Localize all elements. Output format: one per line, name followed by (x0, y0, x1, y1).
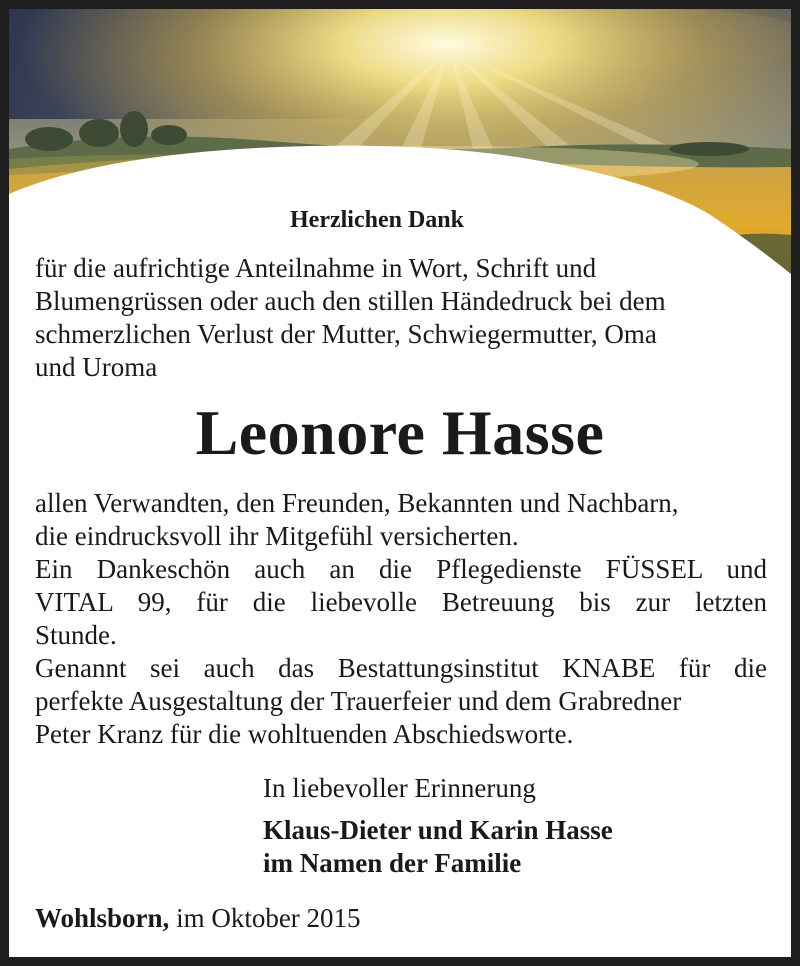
closing-phrase: In liebevoller Erinnerung (263, 773, 536, 803)
signature-line: Klaus-Dieter und Karin Hasse (263, 815, 613, 845)
intro-line: und Uroma (35, 352, 158, 382)
body-line: allen Verwandten, den Freunden, Bekannten und Nachbarn, (35, 488, 679, 518)
date: im Oktober 2015 (176, 903, 361, 933)
body-line: die eindrucksvoll ihr Mitgefühl versicherten. (35, 521, 519, 551)
intro-line: schmerzlichen Verlust der Mutter, Schwiegermutter, Oma (35, 319, 657, 349)
body-line: Genannt sei auch das Bestattungsinstitut KNABE für die (35, 653, 767, 683)
place: Wohlsborn, (35, 903, 170, 933)
body-line: VITAL 99, für die liebevolle Betreuung bis zur letzten (35, 587, 767, 617)
intro-line: für die aufrichtige Anteilnahme in Wort, Schrift und (35, 253, 597, 283)
body-line: Peter Kranz für die wohltuenden Abschiedsworte. (35, 719, 574, 749)
signature-line: im Namen der Familie (263, 848, 522, 878)
intro-line: Blumengrüssen oder auch den stillen Händedruck bei dem (35, 286, 666, 316)
body-line: perfekte Ausgestaltung der Trauerfeier und dem Grabredner (35, 686, 682, 716)
heading: Herzlichen Dank (290, 207, 464, 233)
place-date (35, 902, 361, 934)
body-line: Ein Dankeschön auch an die Pflegedienste FÜSSEL und (35, 554, 767, 584)
body-line: Stunde. (35, 620, 117, 650)
deceased-name: Leonore Hasse (195, 397, 605, 468)
